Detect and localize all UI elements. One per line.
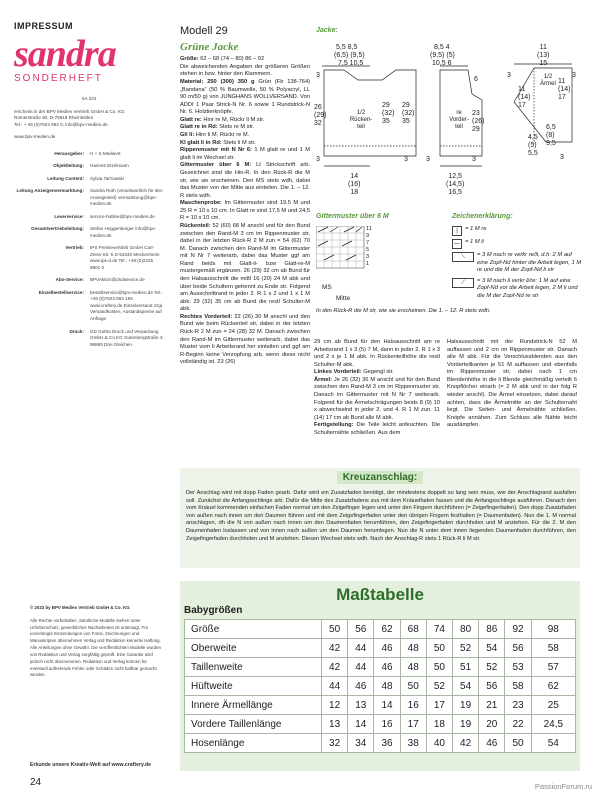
copyright: © 2023 by BPV Medien Vertrieb GmbH & Co. KG <box>30 605 130 610</box>
table-cell: 17 <box>400 715 426 734</box>
model-paragraph <box>180 124 310 132</box>
table-cell: 58 <box>531 639 575 658</box>
impressum-heading: IMPRESSUM <box>14 21 74 31</box>
issue-number: SA 222 <box>81 96 97 102</box>
paragraph-text: Stets re M str. <box>217 124 255 131</box>
table-cell: 80 <box>453 620 479 639</box>
paragraph-text: 29 cm ab Bund für den Halsausschnitt am re Arbeitsrand 1 x 3 (5) 7 M, dann in jeder 2. R 1 x 3 und 2 x je 1 M abk. In Rückenteilhöhe die restl Schulter-M abk. <box>314 339 440 368</box>
jacke-label: Jacke: <box>316 27 338 34</box>
table-cell: 50 <box>426 658 452 677</box>
table-row-label: Oberweite <box>185 639 322 658</box>
back-label: 1/2 Rücken-teil <box>349 110 373 130</box>
impressum-row-value: Sandra Roth (verantwortlich für den Anzeigenteil) vermarktung@bpv-medien.de <box>90 188 163 207</box>
legal-block <box>30 605 162 679</box>
table-cell: 44 <box>322 677 348 696</box>
dim-back-top-c: 7,5 10,5 <box>338 60 364 67</box>
sandra-logo: sandra <box>14 32 116 75</box>
page-number: 24 <box>30 777 42 788</box>
publisher-info <box>14 109 164 141</box>
paragraph-text: 52 (60) 68 M anschl und für den Bund zwischen den Rand-M 3 cm im Rippenmuster str, dabei in der letzten Rück-R 2 M zun = 54 (62) 70 M. Danach zwischen den Rand-M im Gittermuster mit N Nr 7 weiterarb, dabei das Muster ggf am Rand beids mit Glatt-li- bzw Glatt-re-M mustergemäß ergänzen. 26 (29) 32 cm ab Bund für den Halsausschnitt die mittl 16 (20) 24 M abk und über beide Schultern getrennt zu Ende str. Folgend am Ausschnittrand in jeder 2. R 1 x 2 und 1 x 1 M abk. 29 (32) 35 cm ab Bund die restl Schulter-M abk. <box>180 222 310 313</box>
table-cell: 54 <box>453 677 479 696</box>
instructions-col3: Halsausschnitt mit der Rundstrick-N 52 M auffassen und 2 cm im Rippenmuster str. Danach alle M abk. Für die Verschlussblenden aus den Vorderteilkanten je 51 M auffassen und ebenfalls im Rippenmuster str, dabei nach 1 cm Blendenhöhe in die li Blende gleichmäßig verteilt 6 Knopflöcher einarb (= 2 M abk und in der folg R wieder anschl). Die Ärmel einsetzen, dabei darauf achten, dass die Ärmelmitte an der Schulternaht liegt. Die Seiten- und Ärmelnähte schließen. Knöpfe annähen. Zum Schluss alle Nähte leicht ausdämpfen. <box>447 339 577 429</box>
paragraph-heading: Glatt re in Rd: <box>180 124 218 131</box>
gitter-chart <box>316 226 396 274</box>
impressum-row-value: IPS Pressevertrieb GmbH Carl-Zeiss-Str. 5 D-53340 Meckenheim www.ips-d.de Tel.: +49 (0)2225 8801 0 <box>90 245 160 270</box>
gitter-ms: MS <box>322 284 332 291</box>
dim-sleeve-left: 11 (14) 17 <box>518 86 531 110</box>
table-row <box>185 677 576 696</box>
legend-text: = 3 M nach re verkr re/li, d.h: 2 M auf eine Zopf-Nd hinter die Arbeit legen, 1 M re und die M der Zopf-Nd li str <box>477 252 582 274</box>
legend-item <box>452 226 582 236</box>
publisher-line: Tel.: + 49 (0)7623 964 0, info@bpv-medien.de <box>14 121 108 127</box>
impressum-row <box>14 277 164 284</box>
impressum-row-key: Vertrieb: <box>65 245 84 251</box>
publisher-line: Römerstraße 90, D-79618 Rheinfelden <box>14 115 94 121</box>
model-title: Modell 29 <box>180 25 228 37</box>
table-cell: 56 <box>479 677 505 696</box>
sleeve-label: 1/2 Ärmel <box>540 74 556 87</box>
table-cell: 56 <box>505 639 531 658</box>
dim-back-top-a: 5,5 8,5 <box>336 44 358 51</box>
table-cell: 42 <box>322 639 348 658</box>
table-cell: 62 <box>531 677 575 696</box>
kreuzanschlag-title: Kreuzanschlag: <box>337 471 423 484</box>
paragraph-text: Im Gittermuster sind 19,5 M und 25 R = 10 x 10 cm. In Glatt re sind 17,5 M und 24,5 R = 10 x 10 cm. <box>180 200 310 222</box>
paragraph-heading: Rippenmuster mit N Nr 6: <box>180 147 252 154</box>
paragraph-heading: Ärmel: <box>314 376 333 383</box>
dim-back-3c: 3 <box>404 156 408 163</box>
paragraph-heading: Kl glatt li in Rd: <box>180 139 222 146</box>
impressum-row-value: BPVAktion@dsdservice.de <box>90 277 145 283</box>
impressum-row-value: service-hotline@bpv-medien.de <box>90 213 155 219</box>
table-cell: 48 <box>400 658 426 677</box>
paragraph-heading: Gittermuster über 6 M: <box>180 162 252 169</box>
table-row-label: Hüftweite <box>185 677 322 696</box>
table-cell: 52 <box>426 677 452 696</box>
model-instructions <box>180 24 310 367</box>
gitter-row-number: 9 <box>366 233 370 239</box>
dim-front-3a: 3 <box>426 156 430 163</box>
col2-paragraph <box>314 339 440 369</box>
dim-sleeve-3c: 3 <box>560 154 564 161</box>
gitter-mitte: Mitte <box>336 295 351 302</box>
dim-sleeve-top: 11 (13) 15 <box>537 44 550 68</box>
table-cell: 86 <box>479 620 505 639</box>
legend-symbol-icon: | <box>452 226 462 236</box>
table-row <box>185 639 576 658</box>
gitter-row-number: 7 <box>366 240 370 246</box>
publisher-line: erscheint in der BPV Medien Vertrieb GmbH & Co. KG <box>14 108 125 114</box>
table-cell: 21 <box>479 696 505 715</box>
paragraph-heading: Maschenprobe: <box>180 200 223 207</box>
table-row <box>185 734 576 753</box>
impressum-row-key: Druck: <box>69 328 84 334</box>
model-paragraph <box>180 140 310 148</box>
dim-front-6: 6 <box>474 76 478 83</box>
impressum-rows <box>14 151 164 348</box>
table-cell: 50 <box>322 620 348 639</box>
impressum-row-value: Hannes Etzelmann <box>90 163 129 169</box>
schematic <box>314 24 584 204</box>
gitter-row-number: 5 <box>366 247 370 253</box>
table-row <box>185 658 576 677</box>
table-cell: 54 <box>531 734 575 753</box>
impressum-row <box>14 226 164 239</box>
paragraph-heading: Fertigstellung: <box>314 422 354 429</box>
impressum-row-value: Sylvia Tarnowski <box>90 175 124 181</box>
table-cell: 14 <box>348 715 374 734</box>
model-paragraph <box>180 64 310 79</box>
table-row-label: Größe <box>185 620 322 639</box>
paragraph-text: Die abweichenden Angaben der größeren Größen stehen in bzw. hinter den Klammern. <box>180 63 310 78</box>
table-row-label: Taillenweite <box>185 658 322 677</box>
dim-sleeve-right: 11 (14) 17 <box>558 78 571 102</box>
paragraph-text: Gegengl str. <box>361 369 394 376</box>
watermark: PassionForum.ru <box>534 782 592 791</box>
paragraph-heading: Rückenteil: <box>180 222 211 229</box>
table-cell: 40 <box>426 734 452 753</box>
legend-symbol-icon: ⟍ <box>452 252 474 262</box>
impressum-row <box>14 176 164 183</box>
table-cell: 58 <box>505 677 531 696</box>
impressum-row-key: Einzelbestellservice: <box>38 289 84 295</box>
impressum-row-key: Herausgeber: <box>54 150 84 156</box>
paragraph-text: Lt Strickschrift arb. Gezeichnet sind die Hin-R. In den Rück-R die M str, wie sie erscheinen. Den MS stets wdh, dabei das Muster von der Mitte aus einteilen. Die 1. – 12. R stets wdh. <box>180 162 311 199</box>
legend-title: Zeichenerklärung: <box>452 213 513 220</box>
model-name: Grüne Jacke <box>180 40 239 53</box>
table-cell: 98 <box>531 620 575 639</box>
model-paragraph <box>180 79 310 117</box>
table-cell: 32 <box>322 734 348 753</box>
impressum-row-key: Abo-Service: <box>55 277 84 283</box>
dim-back-h1: 29 (32) 35 <box>382 102 395 126</box>
table-cell: 22 <box>505 715 531 734</box>
table-row-label: Vordere Taillenlänge <box>185 715 322 734</box>
table-cell: 38 <box>400 734 426 753</box>
table-cell: 46 <box>374 658 400 677</box>
impressum-row <box>14 163 164 170</box>
table-cell: 53 <box>505 658 531 677</box>
table-cell: 13 <box>348 696 374 715</box>
paragraph-text: Grün (Fb 138-764) „Bandana“ (50 % Baumwolle, 50 % Polyacryl, LL 90 m/50 g) von JUNGHANS WOLLVERSAND. Von ADDI 1 Paar Strick-N Nr. 6 sowie 1 Rundstrick-N Nr. 6. Holztierknöpfe. <box>180 78 310 116</box>
model-paragraph <box>180 200 310 223</box>
impressum-row-value: Stefan Hoggenberger info@bpv-medien.de <box>90 226 157 238</box>
table-cell: 68 <box>400 620 426 639</box>
table-row <box>185 696 576 715</box>
table-cell: 19 <box>453 696 479 715</box>
instructions-col2 <box>314 339 440 438</box>
paragraph-text: 62 – 68 (74 – 80) 86 – 92 <box>198 56 265 63</box>
table-cell: 48 <box>400 639 426 658</box>
table-row <box>185 715 576 734</box>
table-cell: 50 <box>400 677 426 696</box>
dim-front-side: 23 (26) 29 <box>472 110 485 134</box>
impressum-row-key: Gesamtvertriebsleitung: <box>31 226 84 232</box>
impressum-row-value: bestellservice@bpv-medien.de Tel.: +49 (0)7623 964 155 www.craftery.de Einzelversand zzgl. Versandkosten, Auslandspreise auf Anfrage <box>90 289 164 321</box>
table-cell: 46 <box>479 734 505 753</box>
dim-back-side: 26 (29) 32 <box>314 104 327 128</box>
model-paragraph <box>180 56 310 64</box>
table-cell: 34 <box>348 734 374 753</box>
paragraph-text: Stets li M str. <box>221 139 256 146</box>
gitter-note: In den Rück-R die M str, wie sie erscheinen. Die 1. – 12. R stets wdh. <box>316 308 491 314</box>
kreuzanschlag-box <box>180 468 580 568</box>
dim-front-bottom: 12,5 (14,5) 16,5 <box>446 173 465 197</box>
table-cell: 54 <box>479 639 505 658</box>
impressum-row <box>14 329 164 349</box>
legend-symbol-icon: — <box>454 241 460 247</box>
table-row-label: Hosenlänge <box>185 734 322 753</box>
table-cell: 51 <box>453 658 479 677</box>
dim-back-3a: 3 <box>316 72 320 79</box>
table-cell: 62 <box>374 620 400 639</box>
table-cell: 50 <box>426 639 452 658</box>
table-cell: 19 <box>453 715 479 734</box>
col2-paragraph <box>314 422 440 437</box>
paragraph-text: Je 26 (32) 36 M anschl und für den Bund zwischen den Rand-M 3 cm im Rippenmuster str. Danach im Gittermuster mit N Nr 7 weiterarb. Folgend für die Ärmelschrägungen beids 8 (9) 10 x abwechselnd in jeder 2. und 4. R 1 M zun. 11 (14) 17 cm ab Bund alle M abk. <box>314 376 440 421</box>
legend-text: = 1 M li <box>465 239 484 245</box>
table-cell: 46 <box>348 677 374 696</box>
impressum-row-value: GD Gotha Druck und Verpackung GmbH & Co.KG Gutenbergstraße 3 99869 Drei Gleichen <box>90 328 163 347</box>
col2-paragraph <box>314 369 440 377</box>
logo-subtitle: SONDERHEFT <box>14 72 103 84</box>
impressum-row <box>14 214 164 221</box>
dim-back-bottom: 14 (16) 18 <box>348 173 361 197</box>
paragraph-heading: Größe: <box>180 56 199 63</box>
model-paragraph <box>180 117 310 125</box>
table-cell: 13 <box>322 715 348 734</box>
table-row-label: Innere Ärmellänge <box>185 696 322 715</box>
table-cell: 92 <box>505 620 531 639</box>
dim-front-top-c: 10,5 6 <box>432 60 452 67</box>
model-paragraphs <box>180 56 310 367</box>
impressum-row-key: Leitung Anzeigenvermarktung: <box>16 188 84 194</box>
dim-sleeve-w1: 6,5 (8) 9,5 <box>546 124 556 148</box>
impressum-row-key: Objektleitung: <box>53 163 84 169</box>
table-cell: 50 <box>505 734 531 753</box>
dim-sleeve-3b: 3 <box>572 72 576 79</box>
impressum-row <box>14 290 164 323</box>
legend-list <box>452 226 582 303</box>
table-cell: 23 <box>505 696 531 715</box>
paragraph-text: Hinr re M, Rückr li M str. <box>201 116 265 123</box>
table-cell: 16 <box>400 696 426 715</box>
impressum-row <box>14 188 164 208</box>
masstabelle-box <box>180 581 580 771</box>
table-cell: 52 <box>453 639 479 658</box>
impressum-row-key: Leserservice: <box>54 213 84 219</box>
table-cell: 52 <box>479 658 505 677</box>
impressum-row <box>14 245 164 271</box>
table-cell: 25 <box>531 696 575 715</box>
table-cell: 36 <box>374 734 400 753</box>
table-cell: 16 <box>374 715 400 734</box>
paragraph-text: 1 M glatt re und 1 M glatt li im Wechsel str. <box>180 147 310 161</box>
front-label: re Vorder-teil <box>449 110 469 130</box>
masstabelle-title: Maßtabelle <box>336 585 424 604</box>
paragraph-text: 22 (26) 30 M anschl und den Bund wie beim Rückenteil str, dabei in der letzten Rück-R 2 M zun = 24 (28) 32 M. Danach zwischen den Rand-M im Gittermuster weiterarb, dabei das Muster vom li Arbeitsrand her einteilen und ggf am R-Beginn keine Verzopfung arb, wenn diese nicht vollständig ist. 23 (26) <box>180 313 310 366</box>
table-cell: 24,5 <box>531 715 575 734</box>
dim-back-3b: 3 <box>316 156 320 163</box>
impressum-row-key: Leitung Content: <box>47 175 84 181</box>
table-cell: 56 <box>348 620 374 639</box>
masstabelle-header: Babygrößen <box>184 605 243 616</box>
table-cell: 44 <box>348 639 374 658</box>
legal-text: Alle Rechte vorbehalten. Sämtliche Modelle stehen unter Urheberschutz, gewerbliches Nacharbeiten ist untersagt. Für unverlangte Einsendungen von Fotos, Zeichnungen und Manuskripten übernehmen Verlag und Redaktion keinerlei Haftung. Alle Anleitungen ohne Gewähr. Die veröffentlichten Modelle wurden von Redaktion und Verlag sorgfältig geprüft. Eine Garantie wird jedoch nicht übernommen. Redaktion und Verlag können für eventuell auftretende Fehler oder Schäden nicht haftbar gemacht werden. <box>30 617 161 678</box>
legend-item <box>452 239 582 249</box>
craftery-link[interactable]: Erkunde unsere Kreativ-Welt auf www.craftery.de <box>30 762 151 768</box>
dim-front-top-a: 8,5 4 <box>434 44 450 51</box>
model-paragraph <box>180 223 310 314</box>
paragraph-heading: Gli li: <box>180 132 195 139</box>
paragraph-heading: Linkes Vorderteil: <box>314 369 362 376</box>
model-paragraph <box>180 147 310 162</box>
table-cell: 14 <box>374 696 400 715</box>
gitter-row-number: 3 <box>366 254 370 260</box>
paragraph-text: Hinr li M, Rückr re M. <box>194 132 250 139</box>
paragraph-text: Die Teile leicht anfeuchten. Die Schulternähte schließen. Aus dem <box>314 422 440 436</box>
dim-front-top-b: (9,5) (5) <box>430 52 455 59</box>
table-cell: 46 <box>374 639 400 658</box>
table-cell: 12 <box>322 696 348 715</box>
dim-back-h2: 29 (32) 35 <box>402 102 415 126</box>
masstabelle-table <box>184 619 576 753</box>
dim-sleeve-3a: 3 <box>507 72 511 79</box>
impressum-row <box>14 151 164 158</box>
impressum <box>14 20 164 354</box>
gitter-row-number: 11 <box>366 226 372 232</box>
table-cell: 74 <box>426 620 452 639</box>
col2-paragraph <box>314 377 440 422</box>
legend-symbol-icon: ⟋ <box>452 278 474 288</box>
gitter-title: Gittermuster über 6 M <box>316 213 389 220</box>
legend-text: = 1 M re <box>465 226 487 232</box>
publisher-line: www.bpv-medien.de <box>14 134 56 140</box>
paragraph-heading: Rechtes Vorderteil: <box>180 313 233 320</box>
legend-item <box>452 278 582 301</box>
gitter-row-number: 1 <box>366 261 370 267</box>
paragraph-heading: Material: 250 (300) 350 g <box>180 78 255 85</box>
dim-back-top-b: (6,5) (9,5) <box>334 52 365 59</box>
table-cell: 57 <box>531 658 575 677</box>
table-cell: 44 <box>348 658 374 677</box>
paragraph-heading: Glatt re: <box>180 116 202 123</box>
model-paragraph <box>180 162 310 200</box>
table-row <box>185 620 576 639</box>
impressum-row-value: H + S Medievtr. <box>90 150 122 156</box>
kreuzanschlag-text: Der Anschlag wird mit dopp Faden gearb. Dafür wird ein Zusatzfaden benötigt, der mindestens doppelt so lang sein muss, wie der Anschlagrand ausfallen soll. Zunächst die Anfangsschlinge arb. Dafür die Mitte des Zusatzfadens zus mit dem Knäuelfaden fassen und die Anfangsschlinge ausführen. Danach den vom Knäuel kommenden einfachen Faden normal um den Zeigefinger legen und unter den Fingern durchführen (= Zeigefingerfaden). Den dopp Zusatzfaden von außen nach innen um den Daumen führen und mit dem Zeigefingerfaden unter den übrigen Fingern festhalten (= Daumenfaden). Nun die 1. M normal anschlagen, dh die N von außen nach innen um den Daumenfaden herumführen, den Zeigefingerfaden durchholen und M anziehen. Für die 2. M den Daumenfaden loslassen und von innen nach außen um den Daumen herumlegen. Nun die N unter dem innen liegenden Daumenfaden durchführen, den Zeigefingerfaden durchholen und M anziehen. Diesen Wechsel stets wdh. Nach der Anschlag-R stets 1 Rück-R li M str. <box>186 490 576 542</box>
model-paragraph <box>180 132 310 140</box>
legend-item <box>452 252 582 275</box>
table-cell: 18 <box>426 715 452 734</box>
table-cell: 20 <box>479 715 505 734</box>
dim-sleeve-w2: 4,5 (5) 5,5 <box>528 134 538 158</box>
model-paragraph <box>180 314 310 367</box>
table-cell: 42 <box>322 658 348 677</box>
table-cell: 17 <box>426 696 452 715</box>
dim-front-3b: 3 <box>472 156 476 163</box>
legend-text: = 3 M nach li verkr li/re: 1 M auf eine Zopf-Nd vor die Arbeit legen, 2 M li und die M der Zopf-Nd re str <box>477 277 578 299</box>
table-cell: 48 <box>374 677 400 696</box>
table-cell: 42 <box>453 734 479 753</box>
gitter-row-numbers <box>366 226 372 268</box>
